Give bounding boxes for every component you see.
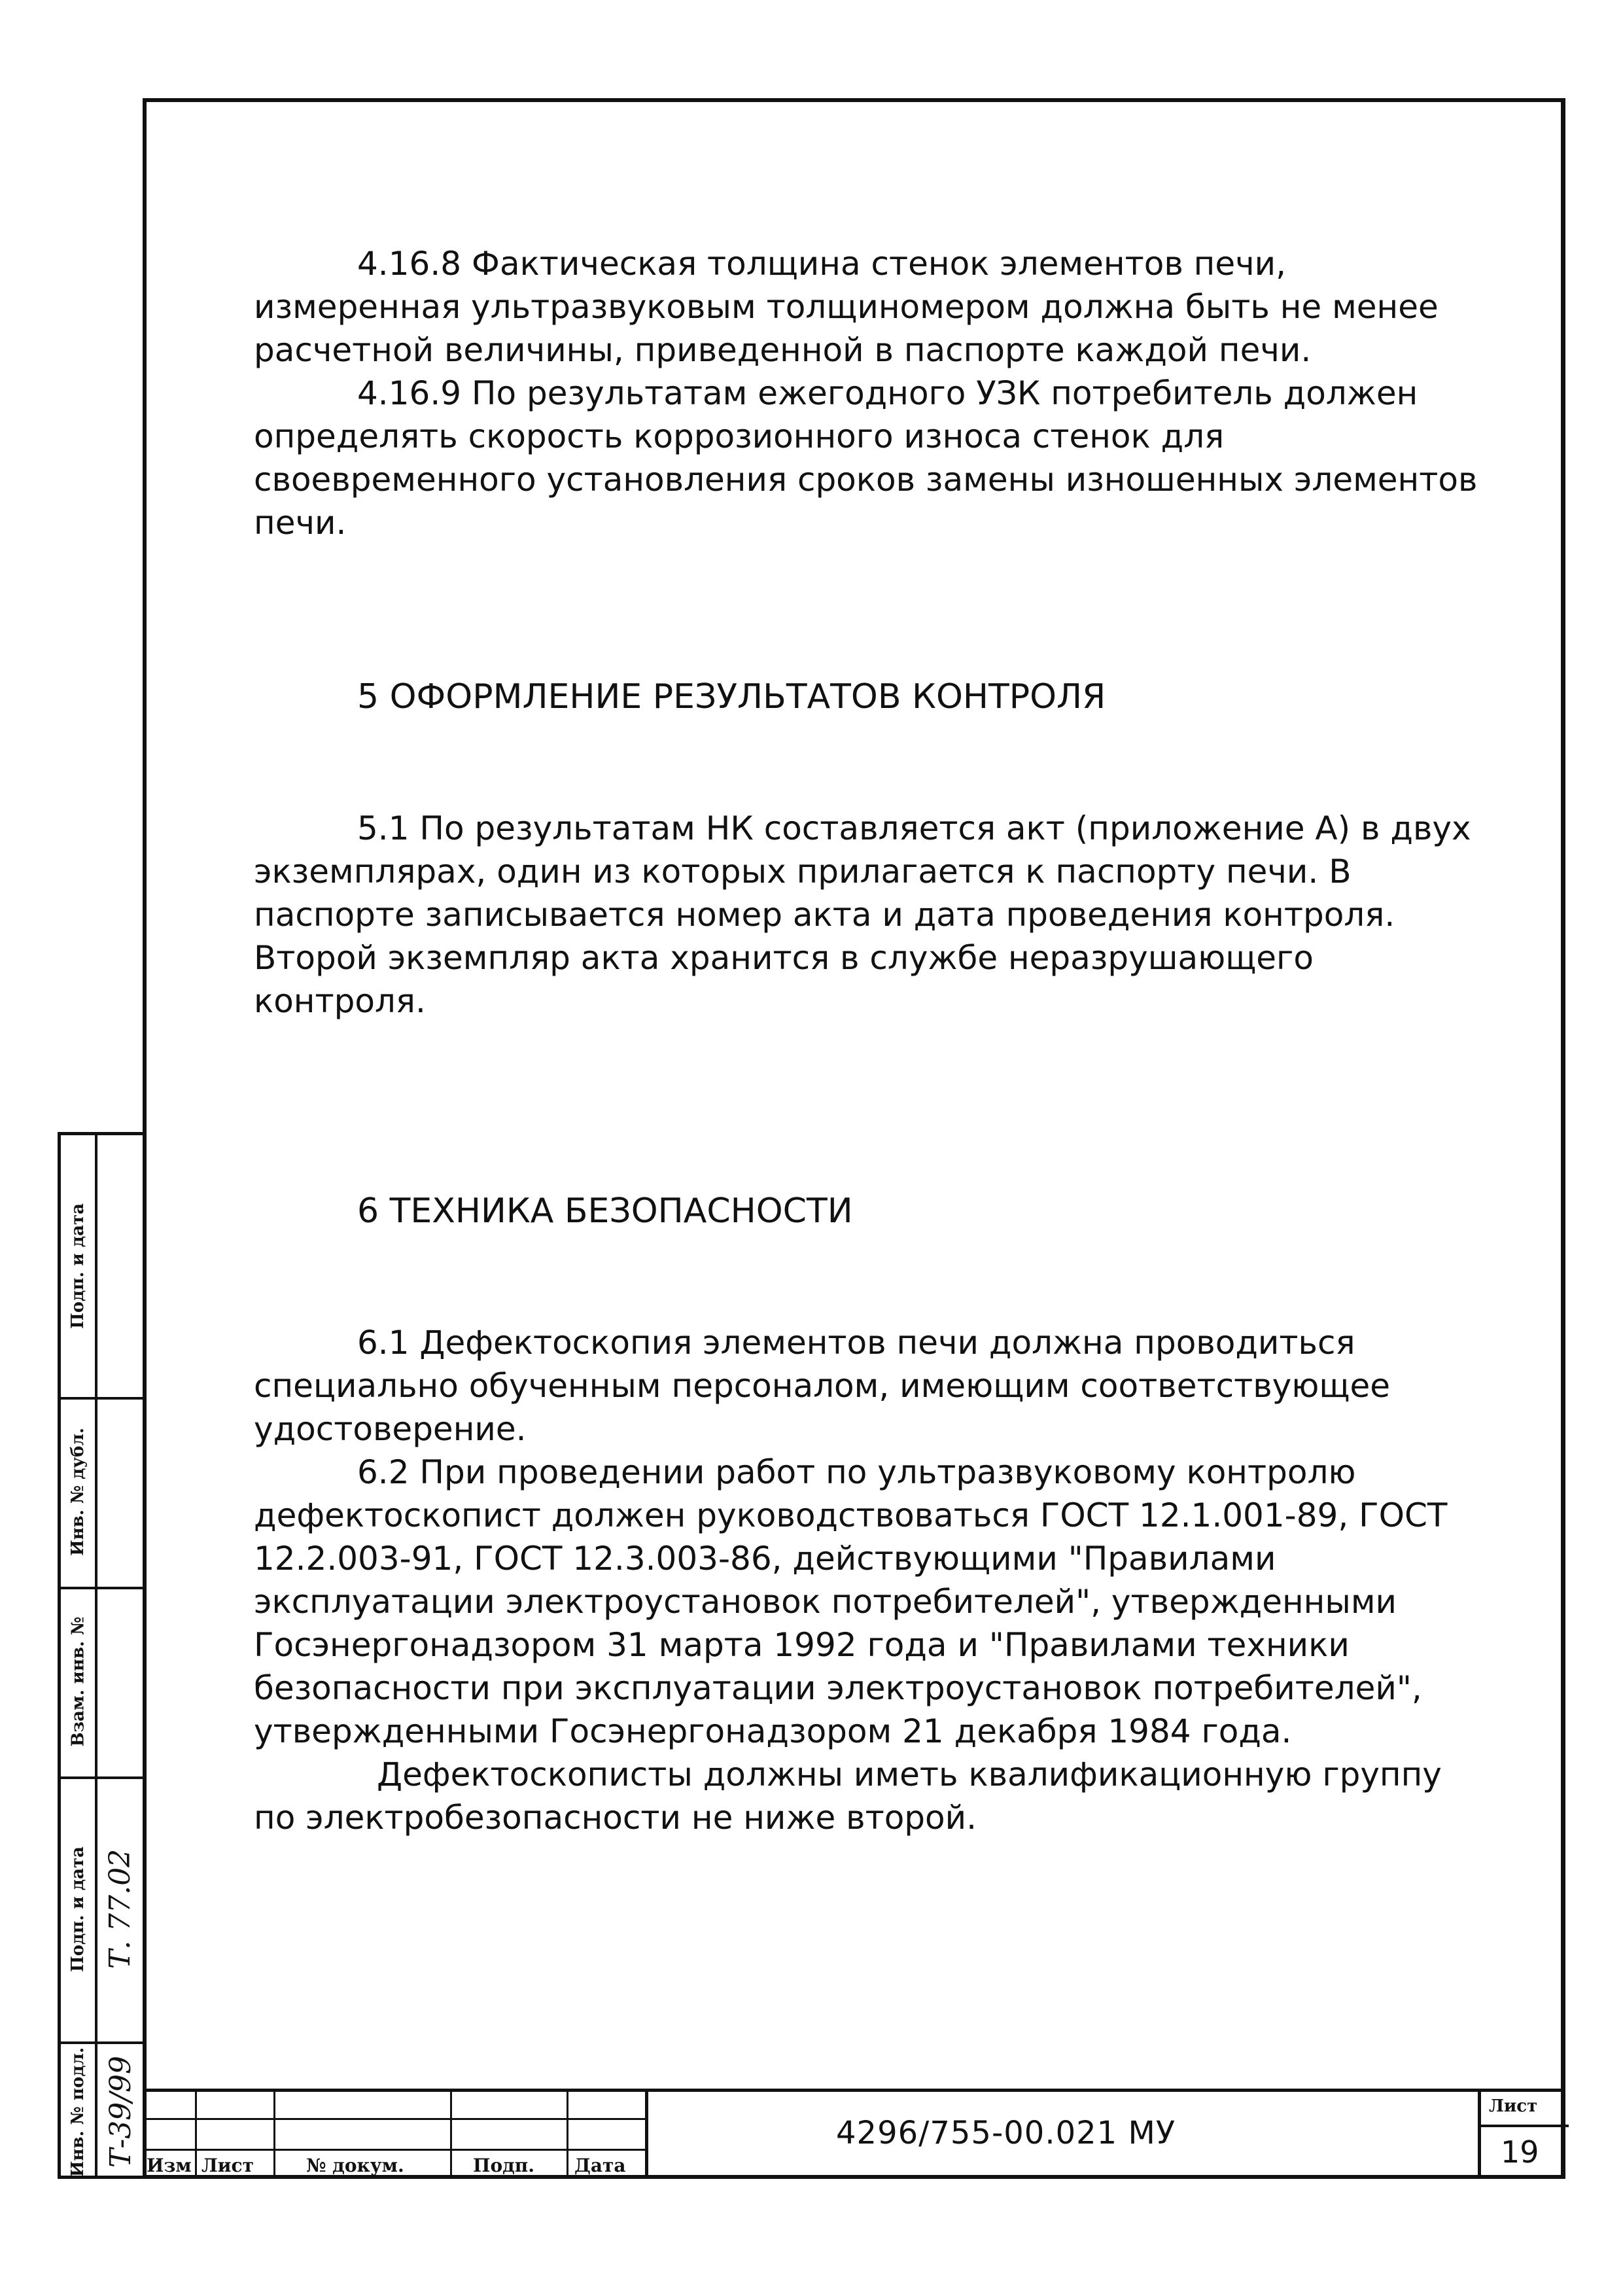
sheet-number-box <box>1478 2089 1569 2179</box>
strip-label-podp-data-1: Подп. и дата <box>68 1203 88 1329</box>
strip-label-inv-podl: Инв. № подл. <box>68 2047 88 2177</box>
paragraph-6-1: 6.1 Дефектоскопия элементов печи должна проводиться специально обученным персоналом, имеющим соответствующее удостоверение. <box>254 1324 1390 1448</box>
label-data: Дата <box>574 2155 626 2176</box>
paragraph-6-2: 6.2 При проведении работ по ультразвуковому контролю дефектоскопист должен руководствоваться ГОСТ 12.1.001-89, ГОСТ 12.2.003-91, ГОСТ 12.3.003-86, действующими "Правилами эксплуатации электроустановок потребителей", утвержденными Госэнергонадзором 31 марта 1992 года и "Правилами техники безопасности при эксплуатации электроустановок потребителей", утвержденными Госэнергонадзором 21 декабря 1984 года. <box>254 1453 1448 1750</box>
paragraph-6-2-continuation: Дефектоскописты должны иметь квалификационную группу по электробезопасности не ниже второй. <box>254 1756 1442 1837</box>
paragraph-4-16-8: 4.16.8 Фактическая толщина стенок элементов печи, измеренная ультразвуковым толщиномером должна быть не менее расчетной величины, приведенной в паспорте каждой печи. <box>254 245 1439 369</box>
document-body <box>254 242 1484 1839</box>
section-heading-5: 5 ОФОРМЛЕНИЕ РЕЗУЛЬТАТОВ КОНТРОЛЯ <box>357 677 1106 716</box>
handwritten-inventory-number: Т-39/99 <box>103 2055 137 2168</box>
strip-label-vzam-inv: Взам. инв. № <box>68 1616 88 1747</box>
sheet-label: Лист <box>1489 2096 1538 2116</box>
paragraph-5-1: 5.1 По результатам НК составляется акт (приложение А) в двух экземплярах, один из которых прилагается к паспорту печи. В паспорте записывается номер акта и дата проведения контроля. Второй экземпляр акта хранится в службе неразрушающего контроля. <box>254 809 1471 1020</box>
document-number: 4296/755-00.021 МУ <box>836 2115 1176 2151</box>
label-podp: Подп. <box>473 2155 535 2176</box>
paragraph-4-16-9: 4.16.9 По результатам ежегодного УЗК потребитель должен определять скорость коррозионного износа стенок для своевременного установления сроков замены изношенных элементов печи. <box>254 374 1478 542</box>
label-izm: Изм <box>147 2155 192 2176</box>
label-doc-no: № докум. <box>306 2155 404 2176</box>
strip-label-inv-dubl: Инв. № дубл. <box>68 1428 88 1556</box>
strip-label-podp-data-2: Подп. и дата <box>68 1846 88 1972</box>
label-list: Лист <box>201 2155 254 2176</box>
title-block <box>143 2089 1565 2179</box>
section-heading-6: 6 ТЕХНИКА БЕЗОПАСНОСТИ <box>357 1192 853 1231</box>
left-signature-strip <box>58 1132 143 2179</box>
handwritten-date: Т. 77.02 <box>103 1848 137 1969</box>
sheet-number: 19 <box>1501 2134 1539 2170</box>
